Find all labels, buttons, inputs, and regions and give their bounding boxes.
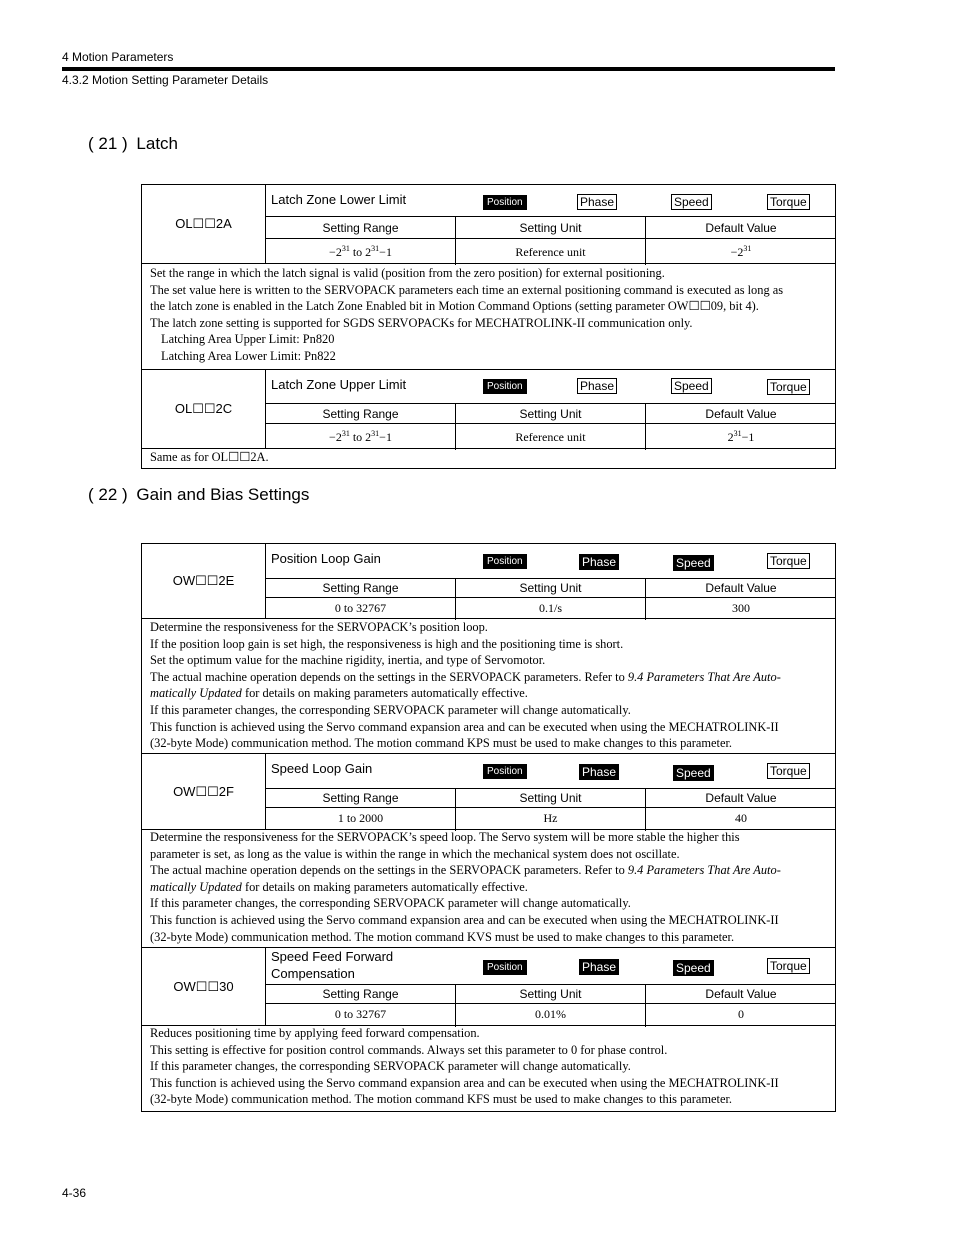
setting-range-value: $-2^{31}$ to $2^{31}-1$	[266, 239, 456, 265]
header-setting-unit: Setting Unit	[456, 579, 646, 598]
param-ol2a	[141, 184, 836, 264]
setting-unit-value: Reference unit	[456, 424, 646, 450]
section-number: ( 21 )	[88, 134, 128, 153]
position-badge: Position	[483, 960, 527, 975]
param-description: Set the range in which the latch signal is valid (position from the zero position) for external positioning. The set value here is written to the SERVOPACK parameters each time an external positioning command is executed as long as the latch zone is enabled in the Latch Zone Enabled bit in Motion Command Options (setting parameter OW☐☐09, bit 4). The latch zone setting is supported for SGDS SERVOPACKs for MECHATROLINK-II communication only. Latching Area Upper Limit: Pn820 Latching Area Lower Limit: Pn822	[141, 264, 836, 370]
register-label: OW☐☐2E	[142, 544, 266, 618]
page-number: 4-36	[62, 1186, 87, 1200]
position-badge: Position	[483, 379, 527, 394]
param-ow30	[141, 947, 836, 1026]
speed-badge: Speed	[671, 378, 712, 394]
param-name: Position Loop Gain	[271, 551, 381, 566]
param-ol2c	[141, 369, 836, 449]
default-value: 40	[735, 811, 747, 825]
header-default-value: Default Value	[646, 404, 836, 424]
param-name: Latch Zone Upper Limit	[271, 377, 407, 392]
section-header: 4.3.2 Motion Setting Parameter Details	[62, 73, 269, 87]
torque-badge: Torque	[767, 379, 810, 395]
register-label: OL☐☐2A	[142, 185, 266, 263]
header-default-value: Default Value	[646, 789, 836, 808]
setting-unit-value: 0.1/s	[456, 598, 646, 620]
header-default-value: Default Value	[646, 985, 836, 1004]
torque-badge: Torque	[767, 553, 810, 569]
default-value: $2^{31}-1$	[727, 429, 755, 444]
param-name: Speed Feed Forward Compensation	[271, 949, 394, 981]
position-badge: Position	[483, 554, 527, 569]
param-description: Determine the responsiveness for the SERVOPACK’s position loop. If the position loop gain is set high, the responsiveness is high and the positioning time is short. Set the optimum value for the machine rigidity, inertia, and type of Servomotor. The actual machine operation depends on the settings in the SERVOPACK parameters. Refer to 9.4 Parameters That Are Auto- matically Updated for details on making parameters automatically effective. If this parameter changes, the corresponding SERVOPACK parameter will change automatically. This function is achieved using the Servo command expansion area and can be executed when using the MECHATROLINK-II (32-byte Mode) communication method. The motion command KPS must be used to make changes to this parameter.	[141, 618, 836, 754]
register-label: OW☐☐2F	[142, 754, 266, 829]
header-setting-range: Setting Range	[266, 217, 456, 239]
phase-badge: Phase	[579, 554, 619, 570]
param-name: Speed Loop Gain	[271, 761, 373, 776]
phase-badge: Phase	[579, 959, 619, 975]
header-rule	[62, 67, 835, 71]
setting-unit-value: Reference unit	[456, 239, 646, 265]
setting-range-value: $-2^{31}$ to $2^{31}-1$	[266, 424, 456, 450]
header-default-value: Default Value	[646, 579, 836, 598]
section-name: Gain and Bias Settings	[136, 485, 310, 504]
header-setting-unit: Setting Unit	[456, 789, 646, 808]
speed-badge: Speed	[673, 960, 714, 976]
speed-badge: Speed	[671, 194, 712, 210]
register-label: OW☐☐30	[142, 948, 266, 1025]
setting-range-value: 1 to 2000	[266, 808, 456, 831]
speed-badge: Speed	[673, 765, 714, 781]
header-setting-unit: Setting Unit	[456, 404, 646, 424]
header-setting-range: Setting Range	[266, 789, 456, 808]
chapter-header: 4 Motion Parameters	[62, 50, 174, 64]
param-description: Same as for OL☐☐2A.	[141, 448, 836, 469]
section-number: ( 22 )	[88, 485, 128, 504]
speed-badge: Speed	[673, 555, 714, 571]
phase-badge: Phase	[579, 764, 619, 780]
header-setting-range: Setting Range	[266, 579, 456, 598]
register-label: OL☐☐2C	[142, 370, 266, 448]
phase-badge: Phase	[577, 378, 617, 394]
header-setting-range: Setting Range	[266, 985, 456, 1004]
torque-badge: Torque	[767, 194, 810, 210]
section-name: Latch	[136, 134, 179, 153]
default-value: $-2^{31}$	[730, 244, 752, 259]
param-description: Reduces positioning time by applying feed forward compensation. This setting is effective for position control commands. Always set this parameter to 0 for phase control. If this parameter changes, the corresponding SERVOPACK parameter will change automatically. This function is achieved using the Servo command expansion area and can be executed when using the MECHATROLINK-II (32-byte Mode) communication method. The motion command KFS must be used to make changes to this parameter.	[141, 1025, 836, 1112]
setting-range-value: 0 to 32767	[266, 598, 456, 620]
position-badge: Position	[483, 764, 527, 779]
phase-badge: Phase	[577, 194, 617, 210]
header-setting-unit: Setting Unit	[456, 985, 646, 1004]
setting-range-value: 0 to 32767	[266, 1004, 456, 1027]
header-setting-unit: Setting Unit	[456, 217, 646, 239]
header-setting-range: Setting Range	[266, 404, 456, 424]
param-name: Latch Zone Lower Limit	[271, 192, 407, 207]
section-title-latch	[88, 134, 178, 154]
setting-unit-value: 0.01%	[456, 1004, 646, 1027]
param-description: Determine the responsiveness for the SERVOPACK’s speed loop. The Servo system will be more stable the higher this parameter is set, as long as the value is within the range in which the mechanical system does not oscillate. The actual machine operation depends on the settings in the SERVOPACK parameters. Refer to 9.4 Parameters That Are Auto- matically Updated for details on making parameters automatically effective. If this parameter changes, the corresponding SERVOPACK parameter will change automatically. This function is achieved using the Servo command expansion area and can be executed when using the MECHATROLINK-II (32-byte Mode) communication method. The motion command KVS must be used to make changes to this parameter.	[141, 829, 836, 948]
param-ow2e	[141, 543, 836, 619]
position-badge: Position	[483, 195, 527, 210]
default-value: 0	[738, 1007, 744, 1021]
param-ow2f	[141, 753, 836, 830]
header-default-value: Default Value	[646, 217, 836, 239]
setting-unit-value: Hz	[456, 808, 646, 831]
torque-badge: Torque	[767, 763, 810, 779]
section-title-gain	[88, 485, 309, 505]
default-value: 300	[732, 601, 750, 615]
torque-badge: Torque	[767, 958, 810, 974]
